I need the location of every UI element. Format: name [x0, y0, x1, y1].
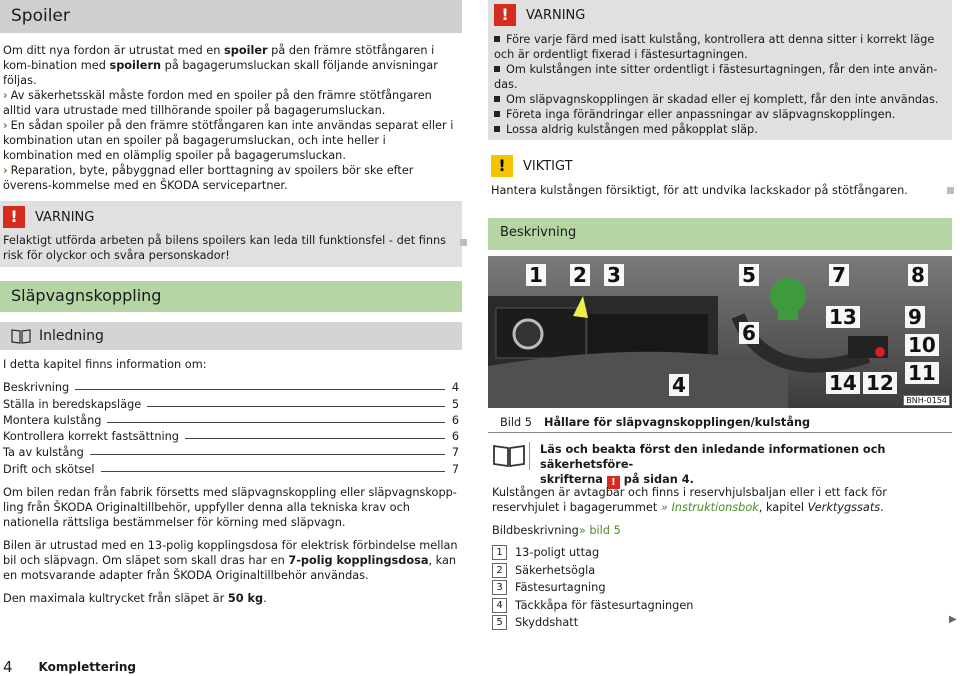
- toc-block: [0, 350, 462, 476]
- figure-label: 13: [826, 306, 860, 328]
- read-first-note: Läs och beakta först den inledande informationen och säkerhetsföre- skrifterna ! på sidan 4.: [492, 442, 950, 489]
- warning-title: VARNING: [35, 209, 95, 225]
- intro-header: [0, 322, 462, 350]
- legend-number: 2: [492, 563, 507, 578]
- towbar-warning-box: [488, 0, 952, 140]
- spoiler-body: [0, 33, 462, 193]
- left-column: [0, 0, 462, 676]
- warning-icon: !: [3, 206, 25, 228]
- description-para: Kulstången är avtagbar och finns i reservhjulsbaljan eller i ett fack för reservhjulet i bagagerummet » Instruktionsbok, kapitel Verktygssats.: [492, 486, 887, 514]
- toc-page: 7: [451, 446, 459, 460]
- spoiler-bullet: › En sådan spoiler på den främre stötfångaren kan inte användas separat eller i kombination utan en spoiler på bagagerumsluckan, och inte heller i kombination med en olämplig spoiler på bagagerumsluckan.: [3, 119, 454, 162]
- toc-row[interactable]: [3, 378, 459, 394]
- warning-title: VARNING: [526, 7, 586, 23]
- toc-page: 6: [451, 430, 459, 444]
- legend-number: 1: [492, 545, 507, 560]
- warning-list: [494, 32, 946, 137]
- notice-text: Hantera kulstången försiktigt, för att undvika lackskador på stötfångaren.: [491, 184, 908, 197]
- warning-text: Felaktigt utförda arbeten på bilens spoilers kan leda till funktionsfel - det finns risk för olyckor och svåra personskador!: [3, 234, 447, 262]
- legend-number: 3: [492, 580, 507, 595]
- figure-label: 10: [905, 334, 939, 356]
- figure-legend: [492, 544, 950, 632]
- toc-list: [3, 378, 459, 476]
- spoiler-bullet: › Reparation, byte, påbyggnad eller borttagning av spoilers bör ske efter överens-kommelse med en ŠKODA servicepartner.: [3, 164, 414, 192]
- notice-box: [488, 148, 952, 198]
- instruction-link[interactable]: » Instruktionsbok: [660, 501, 759, 514]
- toc-row[interactable]: [3, 411, 459, 427]
- figure-label: 1: [526, 264, 546, 286]
- bullet-icon: [494, 96, 500, 102]
- toc-label: Ta av kulstång: [3, 446, 84, 460]
- figure-label: 7: [829, 264, 849, 286]
- legend-label: Säkerhetsögla: [515, 563, 596, 577]
- caption-label: Bild 5: [500, 416, 532, 429]
- spoiler-title: Spoiler: [11, 6, 70, 26]
- figure-desc-line: Bildbeskrivning» bild 5: [492, 524, 621, 537]
- legend-row: [492, 544, 950, 562]
- warning-item: Om kulstången inte sitter ordentligt i fästesurtagningen, får den inte använ-das.: [494, 63, 938, 91]
- spoiler-bullet: › Av säkerhetsskäl måste fordon med en spoiler på den främre stötfångaren alltid vara utrustade med tillhörande spoiler på bagagerumsluckan.: [3, 89, 432, 117]
- figure-label: 6: [739, 322, 759, 344]
- toc-row[interactable]: [3, 443, 459, 459]
- caption-text: Hållare för släpvagnskopplingen/kulstång: [543, 416, 811, 429]
- notice-icon: !: [491, 155, 513, 177]
- toc-row[interactable]: [3, 427, 459, 443]
- bullet-icon: [494, 126, 500, 132]
- figure-label: 8: [908, 264, 928, 286]
- book-icon: [11, 328, 31, 344]
- toc-leader: [90, 454, 445, 455]
- towbar-figure: [488, 256, 952, 408]
- toc-intro: I detta kapitel finns information om:: [3, 358, 207, 371]
- section-title: Släpvagnskoppling: [11, 286, 162, 305]
- toc-label: Ställa in beredskapsläge: [3, 397, 142, 411]
- toc-leader: [185, 438, 445, 439]
- bullet-icon: [494, 36, 500, 42]
- toc-label: Beskrivning: [3, 381, 70, 395]
- warning-item: Om släpvagnskopplingen är skadad eller ej komplett, får den inte användas.: [494, 92, 946, 107]
- toc-label: Drift och skötsel: [3, 462, 95, 476]
- figure-link[interactable]: » bild 5: [578, 524, 621, 537]
- figure-label: 14: [826, 372, 860, 394]
- book-icon: [492, 442, 530, 470]
- next-page-arrow-icon: ▶: [949, 614, 957, 625]
- page-footer: [3, 658, 136, 676]
- figure-caption: [500, 416, 810, 429]
- toc-page: 6: [451, 413, 459, 427]
- figure-label: 4: [669, 374, 689, 396]
- warning-item: Lossa aldrig kulstången med påkopplat släp.: [494, 122, 946, 137]
- figure-label: 2: [570, 264, 590, 286]
- legend-label: 13-poligt uttag: [515, 546, 600, 560]
- towbar-para: Bilen är utrustad med en 13-polig kopplingsdosa för elektrisk förbindelse mellan bil och släpvagn. Om släpet som skall dras har en 7-polig kopplingsdosa, kan en motsvarande adapter från ŠKODA Originaltillbehör användas.: [3, 538, 458, 582]
- spoiler-warning-box: [0, 201, 462, 267]
- legend-label: Skyddshatt: [515, 616, 579, 630]
- arrow-icon: ›: [3, 119, 8, 132]
- legend-row: [492, 562, 950, 580]
- warning-item: Före varje färd med isatt kulstång, kontrollera att denna sitter i korrekt läge och är ordentligt fixerad i fästesurtagningen.: [494, 33, 935, 61]
- page-number: 4: [3, 658, 13, 676]
- section-end-marker: [460, 239, 467, 246]
- towbar-body: [0, 476, 462, 606]
- legend-label: Täckkåpa för fästesurtagningen: [515, 598, 694, 612]
- figure-code: BNH-0154: [903, 395, 950, 406]
- figure-label: 5: [739, 264, 759, 286]
- warning-icon: !: [607, 476, 620, 489]
- towbar-para: Om bilen redan från fabrik försetts med släpvagnskoppling eller släpvagnskopp-ling från ŠKODA Originaltillbehör, uppfyller denna alla tekniska krav och nationella rättsliga bestämmelser för körning med släpvagn.: [3, 485, 457, 529]
- legend-row: [492, 614, 950, 632]
- bullet-icon: [494, 111, 500, 117]
- spoiler-intro: Om ditt nya fordon är utrustat med en spoiler på den främre stötfångaren i kom-bination med spoilern på bagagerumsluckan skall följande anvisningar följas.: [3, 44, 438, 87]
- legend-row: [492, 597, 950, 615]
- spoiler-section-header: [0, 0, 462, 33]
- toc-label: Kontrollera korrekt fastsättning: [3, 430, 179, 444]
- legend-row: [492, 579, 950, 597]
- legend-label: Fästesurtagning: [515, 581, 606, 595]
- toc-leader: [101, 471, 446, 472]
- warning-item: Företa inga förändringar eller anpassningar av släpvagnskopplingen.: [494, 107, 946, 122]
- right-column: [488, 0, 957, 630]
- toc-page: 4: [451, 381, 459, 395]
- towbar-section-header: [0, 281, 462, 312]
- arrow-icon: ›: [3, 164, 8, 177]
- toc-leader: [147, 406, 445, 407]
- toc-page: 5: [451, 397, 459, 411]
- toc-leader: [107, 422, 445, 423]
- toc-row[interactable]: [3, 394, 459, 410]
- caption-divider: [488, 432, 952, 433]
- notice-title: VIKTIGT: [523, 158, 573, 174]
- toc-label: Montera kulstång: [3, 413, 102, 427]
- bullet-icon: [494, 66, 500, 72]
- chapter-name: Komplettering: [38, 660, 136, 674]
- legend-number: 5: [492, 615, 507, 630]
- toc-page: 7: [451, 462, 459, 476]
- intro-title: Inledning: [39, 328, 104, 344]
- figure-label: 9: [905, 306, 925, 328]
- figure-label: 11: [905, 362, 939, 384]
- warning-icon: !: [494, 4, 516, 26]
- legend-number: 4: [492, 598, 507, 613]
- toc-row[interactable]: [3, 459, 459, 475]
- figure-label: 12: [863, 372, 897, 394]
- toc-leader: [75, 389, 445, 390]
- section-end-marker: [947, 187, 954, 194]
- figure-label: 3: [604, 264, 624, 286]
- towbar-para: Den maximala kultrycket från släpet är 50 kg.: [3, 591, 267, 605]
- description-body: [492, 485, 950, 632]
- arrow-icon: ›: [3, 89, 8, 102]
- description-header: Beskrivning: [488, 218, 952, 250]
